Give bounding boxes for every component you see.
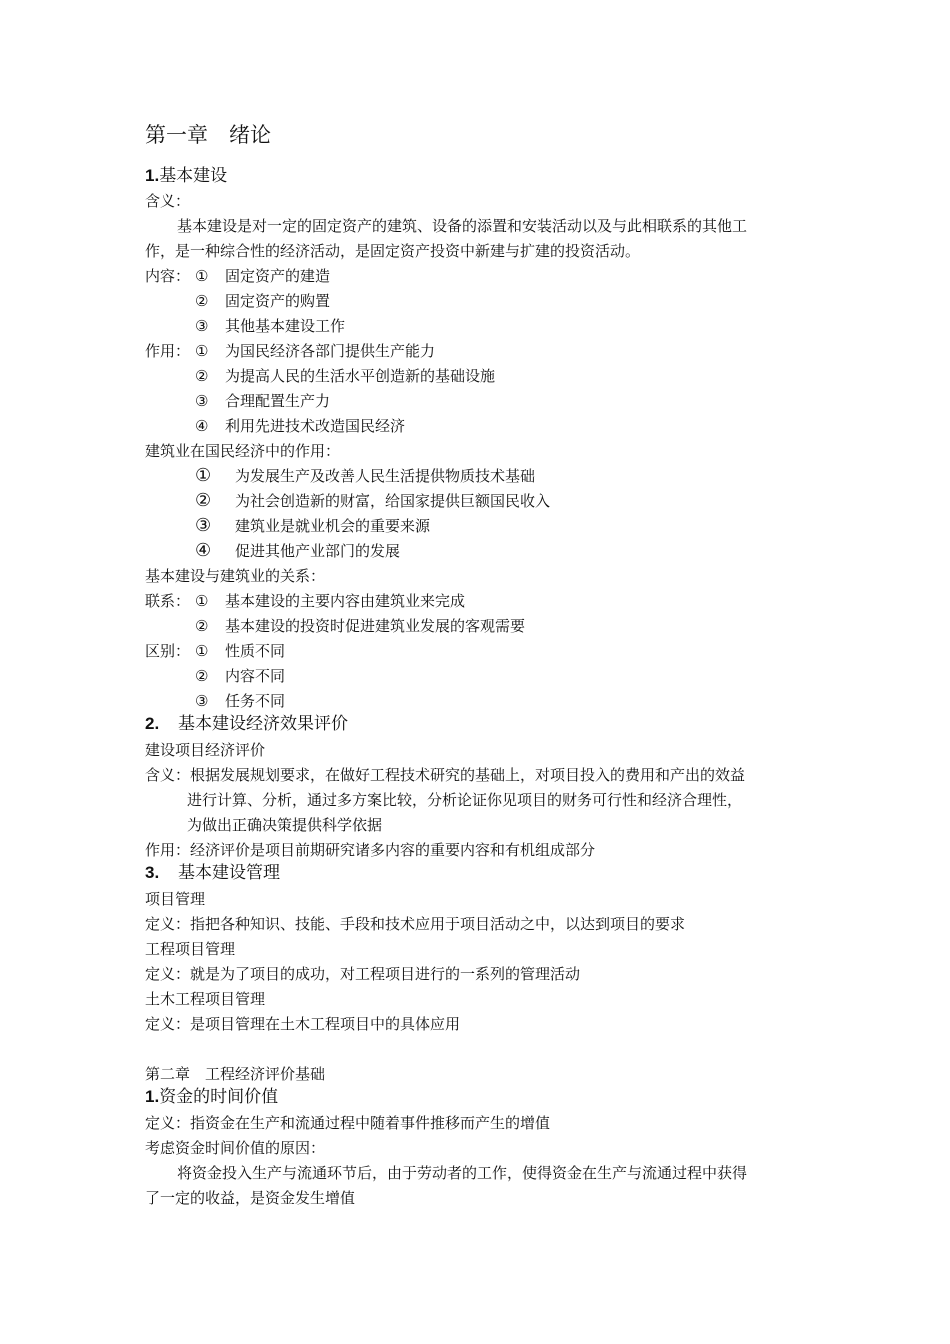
subheading: 项目管理 [145,890,206,908]
section-title: 资金的时间价值 [159,1087,279,1107]
item-text: 内容不同 [225,667,286,685]
item-text: 为发展生产及改善人民生活提供物质技术基础 [235,467,536,485]
subheading: 建设项目经济评价 [145,741,266,759]
item-marker: ② [195,490,212,511]
chapter-2-title: 第二章 工程经济评价基础 [145,1065,326,1083]
relation-heading: 基本建设与建筑业的关系： [145,567,326,585]
content-label: 内容： [145,267,191,285]
role-text [145,839,595,861]
item-text: 为国民经济各部门提供生产能力 [225,342,436,360]
diff-item [195,690,285,712]
role-item [145,340,435,362]
subheading: 工程项目管理 [145,940,236,958]
item-marker: ③ [195,515,212,536]
role-label: 作用： [145,841,191,859]
item-text: 为社会创造新的财富，给国家提供巨额国民收入 [235,492,551,510]
item-marker: ① [195,342,209,360]
link-item [145,590,465,612]
section-title: 基本建设管理 [178,863,280,883]
item-text: 任务不同 [225,692,286,710]
reason-heading: 考虑资金时间价值的原因： [145,1139,326,1157]
section-title: 基本建设经济效果评价 [178,714,348,734]
subheading: 土木工程项目管理 [145,990,266,1008]
industry-item [195,515,430,537]
item-marker: ③ [195,317,209,335]
section-number: 1. [145,1087,160,1106]
section-1-heading [145,164,227,188]
meaning-text-line: 为做出正确决策提供科学依据 [187,816,383,834]
item-marker: ① [195,592,209,610]
item-text: 基本建设的主要内容由建筑业来完成 [225,592,466,610]
item-text: 固定资产的建造 [225,267,331,285]
item-marker: ② [195,667,209,685]
item-marker: ② [195,617,209,635]
role-item [195,390,330,412]
item-text: 为提高人民的生活水平创造新的基础设施 [225,367,496,385]
item-marker: ③ [195,392,209,410]
industry-item [195,540,400,562]
item-marker: ④ [195,540,212,561]
definition-text: 定义：指把各种知识、技能、手段和技术应用于项目活动之中，以达到项目的要求 [145,915,686,933]
content-item [145,265,330,287]
item-marker: ① [195,465,212,486]
link-item [195,615,525,637]
section-1-heading [145,1085,278,1109]
section-3-heading [145,861,280,885]
meaning-text-line [145,764,745,786]
diff-label: 区别： [145,642,191,660]
section-number: 1. [145,166,160,185]
diff-item [195,665,285,687]
section-number: 3. [145,863,160,882]
meaning-text: 根据发展规划要求，在做好工程技术研究的基础上，对项目投入的费用和产出的效益 [190,766,746,784]
item-text: 其他基本建设工作 [225,317,346,335]
industry-heading: 建筑业在国民经济中的作用： [145,442,341,460]
section-number: 2. [145,714,160,733]
content-item [195,315,345,337]
chapter-1-title: 第一章 绪论 [145,123,271,147]
industry-item [195,465,535,487]
item-marker: ① [195,642,209,660]
meaning-label: 含义： [145,192,191,210]
reason-text-line: 将资金投入生产与流通环节后，由于劳动者的工作，使得资金在生产与流通过程中获得 [177,1164,748,1182]
item-marker: ② [195,292,209,310]
content-item [195,290,330,312]
role-item [195,365,495,387]
meaning-text-line: 基本建设是对一定的固定资产的建筑、设备的添置和安装活动以及与此相联系的其他工 [177,217,748,235]
item-text: 建筑业是就业机会的重要来源 [235,517,431,535]
item-text: 合理配置生产力 [225,392,331,410]
industry-item [195,490,550,512]
meaning-text-line: 进行计算、分析，通过多方案比较，分析论证你见项目的财务可行性和经济合理性， [187,791,743,809]
item-marker: ① [195,267,209,285]
item-marker: ③ [195,692,209,710]
item-text: 基本建设的投资时促进建筑业发展的客观需要 [225,617,526,635]
section-title: 基本建设 [159,166,228,186]
section-2-heading [145,712,348,736]
role-item [195,415,405,437]
item-marker: ② [195,367,209,385]
definition-text: 定义：就是为了项目的成功，对工程项目进行的一系列的管理活动 [145,965,581,983]
role-label: 作用： [145,342,191,360]
item-marker: ④ [195,417,209,435]
diff-item [145,640,285,662]
item-text: 固定资产的购置 [225,292,331,310]
item-text: 性质不同 [225,642,286,660]
item-text: 促进其他产业部门的发展 [235,542,401,560]
reason-text-line: 了一定的收益，是资金发生增值 [145,1189,356,1207]
item-text: 利用先进技术改造国民经济 [225,417,406,435]
definition-text: 定义：是项目管理在土木工程项目中的具体应用 [145,1015,461,1033]
definition-text: 定义：指资金在生产和流通过程中随着事件推移而产生的增值 [145,1114,551,1132]
link-label: 联系： [145,592,191,610]
meaning-label: 含义： [145,766,191,784]
meaning-text-line: 作，是一种综合性的经济活动，是固定资产投资中新建与扩建的投资活动。 [145,242,641,260]
role-body: 经济评价是项目前期研究诸多内容的重要内容和有机组成部分 [190,841,596,859]
